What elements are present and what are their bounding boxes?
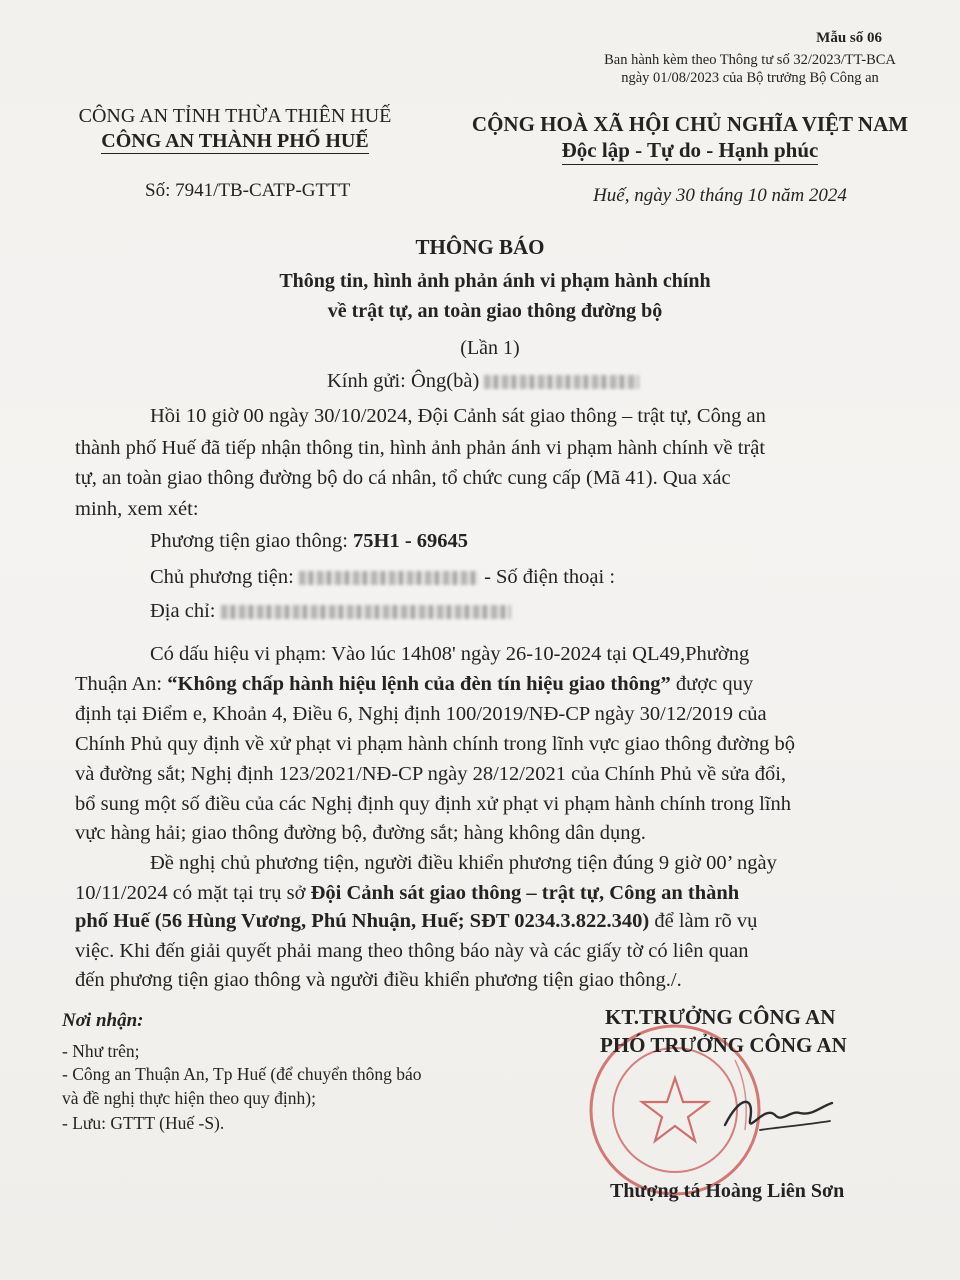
signer-title-2: PHÓ TRƯỞNG CÔNG AN xyxy=(600,1033,847,1057)
intro-line-2: thành phố Huế đã tiếp nhận thông tin, hình ảnh phản ánh vi phạm hành chính về trật xyxy=(75,437,766,459)
org-name xyxy=(40,130,430,153)
request-office: Đội Cảnh sát giao thông – trật tự, Công an thành xyxy=(310,882,740,904)
recipients-item-2: - Công an Thuận An, Tp Huế (để chuyển thông báo xyxy=(62,1064,422,1084)
doc-subtitle-1: Thông tin, hình ảnh phản ánh vi phạm hành chính xyxy=(279,270,711,292)
issued-with-line-2: ngày 01/08/2023 của Bộ trưởng Bộ Công an xyxy=(621,70,879,86)
intro-line-3: tự, an toàn giao thông đường bộ do cá nhân, tổ chức cung cấp (Mã 41). Qua xác xyxy=(75,467,731,489)
doc-title: THÔNG BÁO xyxy=(415,235,545,259)
recipient-label: Kính gửi: Ông(bà) xyxy=(327,370,480,392)
signer-name: Thượng tá Hoàng Liên Sơn xyxy=(610,1180,845,1202)
redacted-address xyxy=(221,605,511,619)
request-line-1: Đề nghị chủ phương tiện, người điều khiển phương tiện đúng 9 giờ 00’ ngày xyxy=(150,852,777,874)
signer-title-1: KT.TRƯỞNG CÔNG AN xyxy=(605,1005,836,1029)
recipients-label: Nơi nhận: xyxy=(62,1010,144,1031)
intro-line-1: Hồi 10 giờ 00 ngày 30/10/2024, Đội Cảnh sát giao thông – trật tự, Công an xyxy=(150,405,766,427)
request-line-3-end: để làm rõ vụ xyxy=(649,910,758,932)
handwritten-signature xyxy=(720,1085,840,1145)
place-date: Huế, ngày 30 tháng 10 năm 2024 xyxy=(593,185,847,206)
motto xyxy=(440,138,940,163)
vehicle-line xyxy=(150,530,468,553)
vehicle-plate: 75H1 - 69645 xyxy=(353,530,469,552)
request-line-3 xyxy=(75,910,757,933)
recipients-item-4: - Lưu: GTTT (Huế -S). xyxy=(62,1113,225,1133)
violation-line-4: Chính Phủ quy định về xử phạt vi phạm hành chính trong lĩnh vực giao thông đường bộ xyxy=(75,733,796,755)
motto-text: Độc lập - Tự do - Hạnh phúc xyxy=(562,138,819,165)
violation-line-3: định tại Điểm e, Khoản 4, Điều 6, Nghị định 100/2019/NĐ-CP ngày 30/12/2019 của xyxy=(75,703,767,725)
redacted-owner xyxy=(299,571,479,585)
recipient-line xyxy=(327,370,639,393)
violation-place: Thuận An: xyxy=(75,673,168,695)
phone-label: - Số điện thoại : xyxy=(484,566,616,588)
address-label: Địa chỉ: xyxy=(150,600,216,622)
doc-subtitle-3: (Lần 1) xyxy=(460,337,520,359)
recipients-item-3: và đề nghị thực hiện theo quy định); xyxy=(62,1088,316,1108)
owner-label: Chủ phương tiện: xyxy=(150,566,294,588)
violation-line-1: Có dấu hiệu vi phạm: Vào lúc 14h08' ngày 26-10-2024 tại QL49,Phường xyxy=(150,643,750,665)
request-line-2 xyxy=(75,882,739,905)
request-address: phố Huế (56 Hùng Vương, Phú Nhuận, Huế; SĐT 0234.3.822.340) xyxy=(75,910,650,932)
violation-line-6: bổ sung một số điều của các Nghị định quy định xử phạt vi phạm hành chính trong lĩnh xyxy=(75,793,791,815)
violation-line-7: vực hàng hải; giao thông đường bộ, đường sắt; hàng không dân dụng. xyxy=(75,822,646,844)
request-line-4: việc. Khi đến giải quyết phải mang theo thông báo này và các giấy tờ có liên quan xyxy=(75,940,749,962)
violation-description: “Không chấp hành hiệu lệnh của đèn tín hiệu giao thông” xyxy=(167,673,671,695)
org-name-text: CÔNG AN THÀNH PHỐ HUẾ xyxy=(101,130,369,152)
vehicle-label: Phương tiện giao thông: xyxy=(150,530,354,552)
violation-line-5: và đường sắt; Nghị định 123/2021/NĐ-CP ngày 28/12/2021 của Chính Phủ về sửa đổi, xyxy=(75,763,787,785)
issued-with-line-1: Ban hành kèm theo Thông tư số 32/2023/TT-BCA xyxy=(604,52,896,68)
intro-line-4: minh, xem xét: xyxy=(75,498,199,520)
violation-line-2-end: được quy xyxy=(670,673,754,695)
recipients-item-1: - Như trên; xyxy=(62,1041,140,1061)
redacted-recipient xyxy=(484,375,639,389)
doc-number: Số: 7941/TB-CATP-GTTT xyxy=(145,180,351,201)
request-line-2-start: 10/11/2024 có mặt tại trụ sở xyxy=(75,882,311,904)
nation-name: CỘNG HOÀ XÃ HỘI CHỦ NGHĨA VIỆT NAM xyxy=(471,112,909,136)
address-line xyxy=(150,600,511,623)
request-line-5: đến phương tiện giao thông và người điều khiển phương tiện giao thông./. xyxy=(75,969,682,991)
doc-subtitle-2: về trật tự, an toàn giao thông đường bộ xyxy=(327,300,663,322)
violation-line-2 xyxy=(75,673,753,696)
owner-line xyxy=(150,566,615,589)
org-parent: CÔNG AN TỈNH THỪA THIÊN HUẾ xyxy=(78,105,392,127)
form-number: Mẫu số 06 xyxy=(816,30,882,46)
